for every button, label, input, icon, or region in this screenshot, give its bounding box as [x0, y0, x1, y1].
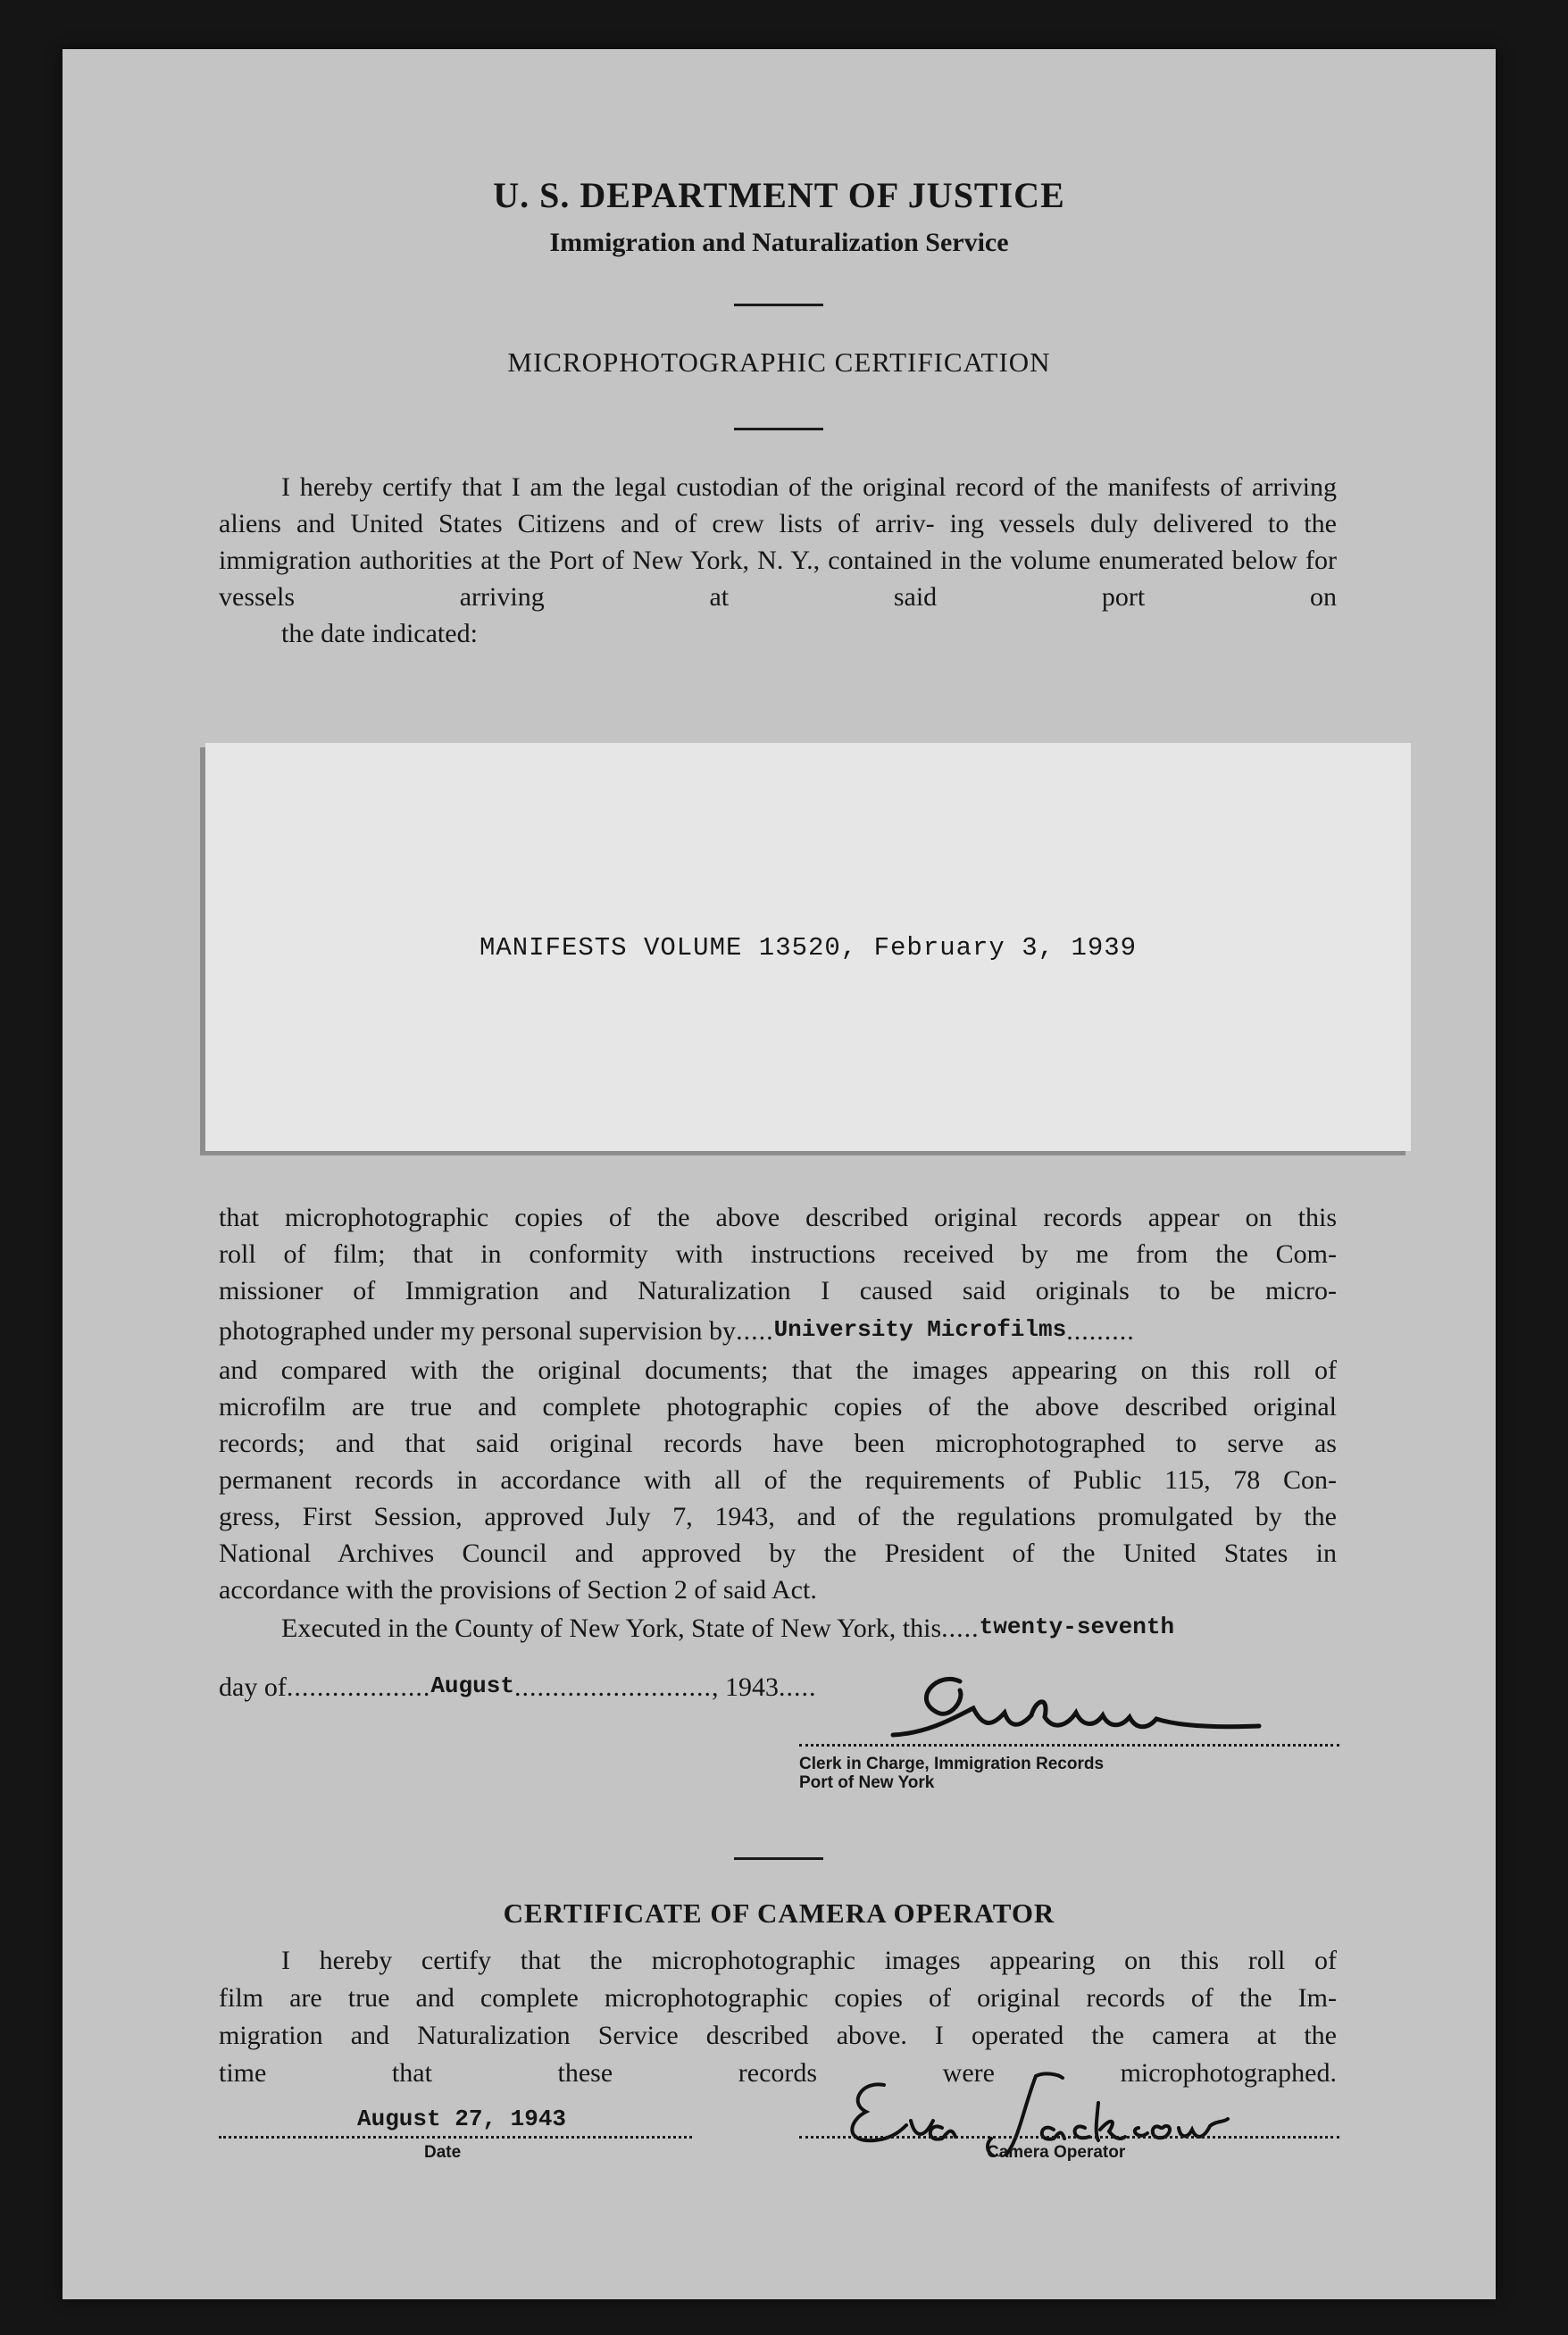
custodian-line: ing vessels duly delivered to the immigration authorities at the Port of New York,: [219, 509, 1337, 575]
camera-operator-title: CERTIFICATE OF CAMERA OPERATOR: [503, 1897, 1055, 1929]
day-of-label: day of: [219, 1672, 287, 1702]
divider-top: [734, 304, 823, 306]
custodian-line: I hereby certify that I am the legal custodian of the original record of the: [281, 472, 1098, 502]
custodian-line: manifests of arriving aliens and United States Citizens and of crew lists of arriv-: [219, 472, 1338, 538]
divider-below-title: [734, 428, 823, 430]
microfilm-line: and compared with the original documents; that the images appearing on this roll of: [219, 1355, 1337, 1385]
microfilm-line: gress, First Session, approved July 7, 1943, and of the regulations promulgated by the: [219, 1502, 1337, 1531]
microfilm-line: missioner of Immigration and Naturalization I caused said originals to be micro-: [219, 1276, 1337, 1305]
divider-camera: [734, 1857, 823, 1860]
microfilm-line-last: accordance with the provisions of Section 2 of said Act.: [219, 1575, 817, 1605]
certification-title: MICROPHOTOGRAPHIC CERTIFICATION: [507, 346, 1051, 378]
clerk-signature-line: [799, 1744, 1339, 1747]
manifest-slip: [205, 743, 1411, 1151]
agency-subheading: Immigration and Naturalization Service: [549, 228, 1009, 257]
microfilm-line: records; and that said original records have been microphotographed to serve as: [219, 1429, 1337, 1458]
execution-day: twenty-seventh: [979, 1614, 1175, 1640]
certificate-page: [63, 49, 1496, 2299]
clerk-title: [799, 1755, 1104, 1792]
camera-operator-label: Camera Operator: [987, 2143, 1126, 2162]
operator-line-last: time that these records were microphotographed.: [219, 2058, 1337, 2088]
date-label: Date: [424, 2143, 462, 2162]
microfilm-line: permanent records in accordance with all of the requirements of Public 115, 78 Con-: [219, 1465, 1337, 1495]
day-of-line: day of...................August.........................., 1943.....: [219, 1672, 817, 1702]
operator-date: August 27, 1943: [357, 2106, 567, 2132]
microfilm-line: microfilm are true and complete photographic copies of the above described original: [219, 1392, 1337, 1422]
photographer-prefix: photographed under my personal supervision by: [219, 1316, 737, 1346]
custodian-paragraph: [219, 469, 1337, 652]
custodian-line: N. Y., contained in the volume enumerated below for vessels arriving at said port on: [219, 546, 1338, 612]
operator-signature-line: [799, 2136, 1339, 2139]
operator-line: film are true and complete microphotographic copies of original records of the Im-: [219, 1983, 1337, 2013]
date-signature-line: [219, 2136, 692, 2139]
executed-prefix: Executed in the County of New York, State of New York, this: [281, 1614, 942, 1643]
clerk-signature: [875, 1664, 1268, 1748]
custodian-line-last: the date indicated:: [281, 619, 478, 648]
executed-line: Executed in the County of New York, State of New York, this.....twenty-seventh: [281, 1614, 1175, 1643]
department-heading: U. S. DEPARTMENT OF JUSTICE: [493, 175, 1065, 215]
microfilm-line: that microphotographic copies of the above described original records appear on this: [219, 1203, 1337, 1232]
photographer-line: photographed under my personal supervision by.....University Microfilms.........: [219, 1316, 1135, 1346]
microfilm-line: roll of film; that in conformity with instructions received by me from the Com-: [219, 1239, 1337, 1269]
camera-operator-signature: [830, 2058, 1259, 2156]
execution-month: August: [430, 1672, 514, 1699]
manifest-volume-text: MANIFESTS VOLUME 13520, February 3, 1939: [479, 933, 1138, 963]
operator-line: migration and Naturalization Service described above. I operated the camera at the: [219, 2021, 1337, 2050]
clerk-title-line: Clerk in Charge, Immigration Records: [799, 1755, 1105, 1773]
microfilm-paragraph: [219, 1199, 1337, 1608]
execution-year: , 1943: [711, 1672, 779, 1702]
photographer-name: University Microfilms: [773, 1316, 1067, 1343]
microfilm-line: National Archives Council and approved by the President of the United States in: [219, 1539, 1337, 1568]
operator-line: I hereby certify that the microphotographic images appearing on this roll of: [281, 1946, 1337, 1975]
clerk-office-line: Port of New York: [799, 1773, 935, 1792]
